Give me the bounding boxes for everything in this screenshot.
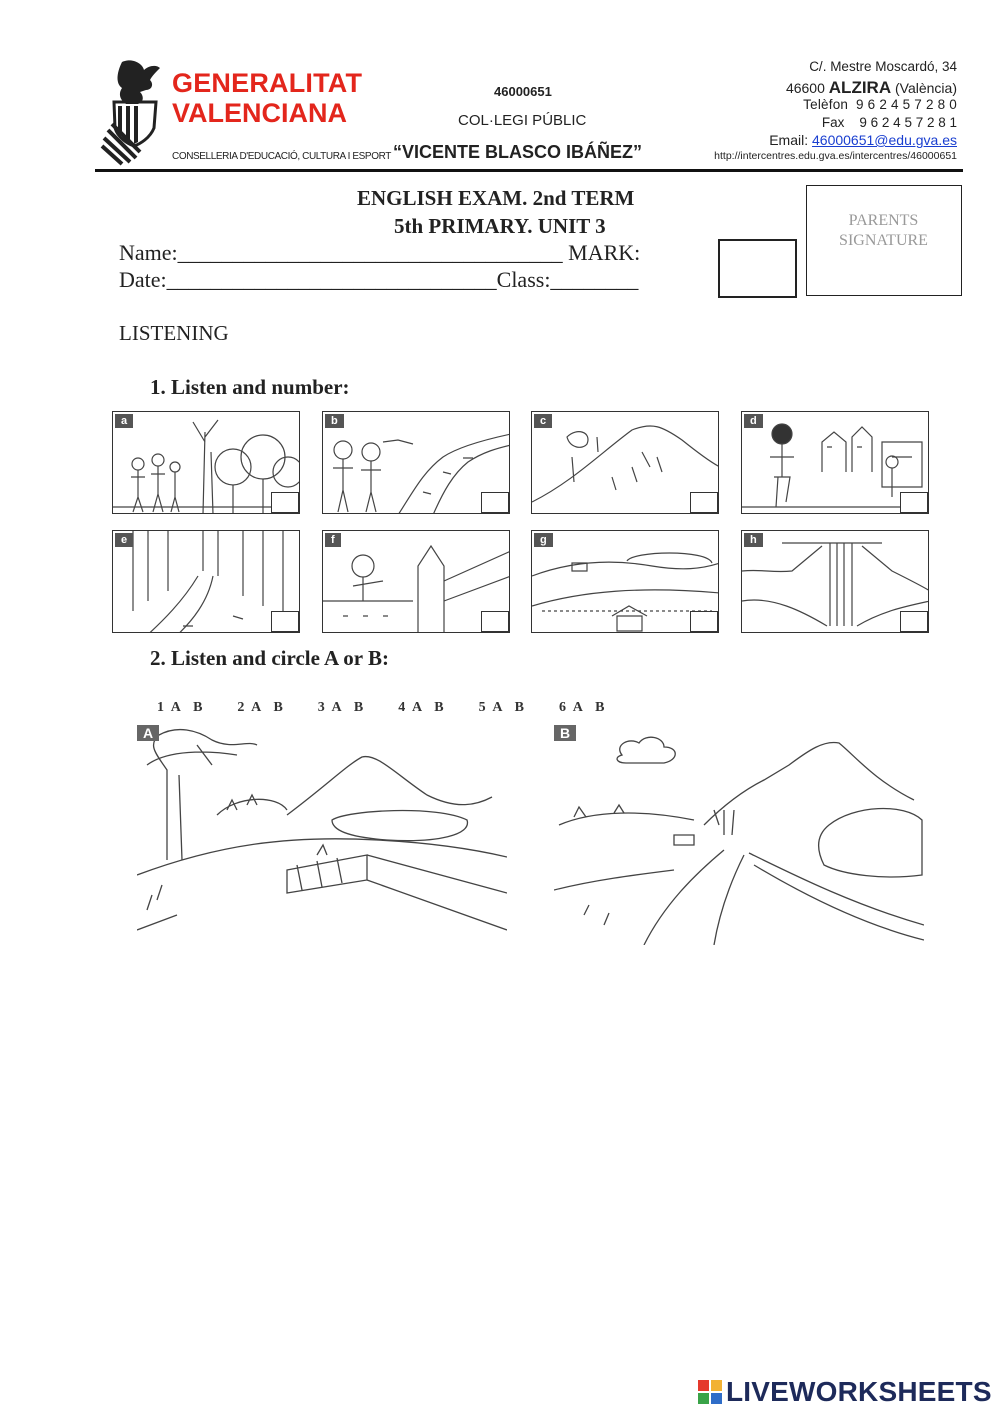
picture-label: d [744, 414, 763, 428]
answer-box[interactable] [481, 492, 509, 513]
answer-box[interactable] [690, 611, 718, 632]
answer-box[interactable] [690, 492, 718, 513]
name-field[interactable]: Name:___________________________________ MARK: [119, 240, 641, 265]
picture-label: c [534, 414, 552, 428]
picture-label: e [115, 533, 133, 547]
school-type: COL·LEGI PÚBLIC [458, 112, 587, 129]
parents-signature-label [806, 211, 961, 251]
section-heading: LISTENING [119, 321, 229, 345]
answer-box[interactable] [900, 611, 928, 632]
picture-label: b [325, 414, 344, 428]
picture-f [322, 530, 510, 633]
picture-label: a [115, 414, 133, 428]
phone-label: Telèfon [803, 97, 849, 112]
parents-signature-line2: SIGNATURE [839, 232, 928, 249]
answer-box[interactable] [481, 611, 509, 632]
email-line [769, 132, 957, 148]
mark-box[interactable] [718, 239, 797, 298]
phone-line [803, 97, 957, 112]
website-url[interactable]: http://intercentres.edu.gva.es/intercentres/46000651 [714, 150, 957, 162]
fax-line [822, 115, 957, 130]
school-code: 46000651 [494, 84, 552, 99]
picture-label: f [325, 533, 341, 547]
city: ALZIRA [828, 78, 892, 97]
school-city-line [786, 78, 957, 98]
picture-label: h [744, 533, 763, 547]
email-link[interactable]: 46000651@edu.gva.es [812, 132, 957, 148]
picture-c [531, 411, 719, 514]
scene-label: B [554, 725, 576, 741]
date-class-field[interactable]: Date:______________________________Class:________ [119, 267, 639, 292]
email-label: Email: [769, 132, 809, 148]
answer-box[interactable] [271, 611, 299, 632]
fax-number: 9 6 2 4 5 7 2 8 1 [859, 115, 957, 130]
org-name-line1: GENERALITAT [172, 68, 363, 98]
liveworksheets-logo-icon [698, 1380, 722, 1404]
exercise1-instruction: 1. Listen and number: [150, 375, 350, 399]
picture-e [112, 530, 300, 633]
generalitat-emblem-logo [100, 58, 168, 166]
picture-g [531, 530, 719, 633]
exam-title: ENGLISH EXAM. 2nd TERM [357, 186, 635, 210]
answer-box[interactable] [900, 492, 928, 513]
region: (València) [895, 80, 957, 96]
picture-d [741, 411, 929, 514]
header-divider [95, 169, 963, 172]
org-name-line2: VALENCIANA [172, 98, 347, 128]
parents-signature-line1: PARENTS [848, 212, 919, 229]
landscape-b-illustration [554, 725, 924, 945]
exam-subtitle: 5th PRIMARY. UNIT 3 [394, 214, 606, 238]
department-name: CONSELLERIA D'EDUCACIÓ, CULTURA I ESPORT [172, 151, 391, 162]
picture-h [741, 530, 929, 633]
fax-label: Fax [821, 115, 845, 130]
answer-box[interactable] [271, 492, 299, 513]
picture-a [112, 411, 300, 514]
school-address: C/. Mestre Moscardó, 34 [809, 59, 957, 74]
landscape-a-illustration [137, 725, 507, 945]
scene-a [137, 725, 507, 945]
exercise2-instruction: 2. Listen and circle A or B: [150, 646, 389, 670]
answer-options-row[interactable]: 1 A B 2 A B 3 A B 4 A B 5 A B 6 A B [157, 700, 607, 715]
scene-label: A [137, 725, 159, 741]
postcode: 46600 [785, 80, 825, 96]
phone-number: 9 6 2 4 5 7 2 8 0 [856, 97, 957, 112]
liveworksheets-brand[interactable]: LIVEWORKSHEETS [726, 1376, 992, 1407]
scene-b [554, 725, 924, 945]
school-name: “VICENTE BLASCO IBÁÑEZ” [393, 142, 643, 162]
picture-b [322, 411, 510, 514]
picture-label: g [534, 533, 553, 547]
